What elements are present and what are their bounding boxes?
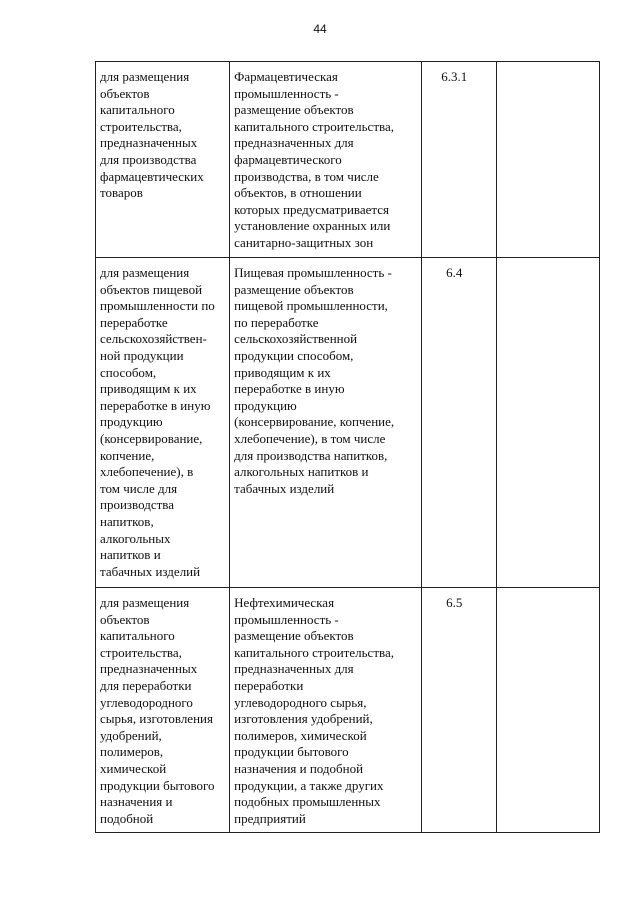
page-number: 44 — [313, 22, 327, 36]
table-row — [96, 258, 600, 588]
land-use-table — [95, 61, 600, 833]
code-cell: 6.5 — [422, 588, 497, 833]
table-row — [96, 588, 600, 833]
purpose-cell: для размещения объектов капитального строительства, предназначенных для производства фармацевтических товаров — [96, 62, 230, 258]
code-cell: 6.4 — [422, 258, 497, 588]
purpose-cell: для размещения объектов капитального строительства, предназначенных для переработки углеводородного сырья, изготовления удобрений, полимеров, химической продукции бытового назначения и подобной — [96, 588, 230, 833]
purpose-cell: для размещения объектов пищевой промышленности по переработке сельскохозяйствен- ной продукции способом, приводящим к их переработке в иную продукцию (консервирование, копчение, хлебопечение), в том числе для производства напитков, алкогольных напитков и табачных изделий — [96, 258, 230, 588]
table-row — [96, 62, 600, 258]
code-cell: 6.3.1 — [422, 62, 497, 258]
note-cell — [497, 62, 600, 258]
note-cell — [497, 258, 600, 588]
description-cell: Нефтехимическая промышленность - размещение объектов капитального строительства, предназначенных для переработки углеводородного сырья, изготовления удобрений, полимеров, химической продукции бытового назначения и подобной продукции, а также других подобных промышленных предприятий — [230, 588, 422, 833]
note-cell — [497, 588, 600, 833]
description-cell: Пищевая промышленность - размещение объектов пищевой промышленности, по переработке сельскохозяйственной продукции способом, приводящим к их переработке в иную продукцию (консервирование, копчение, хлебопечение), в том числе для производства напитков, алкогольных напитков и табачных изделий — [230, 258, 422, 588]
description-cell: Фармацевтическая промышленность - размещение объектов капитального строительства, предназначенных для фармацевтического производства, в том числе объектов, в отношении которых предусматривается установление охранных или санитарно-защитных зон — [230, 62, 422, 258]
